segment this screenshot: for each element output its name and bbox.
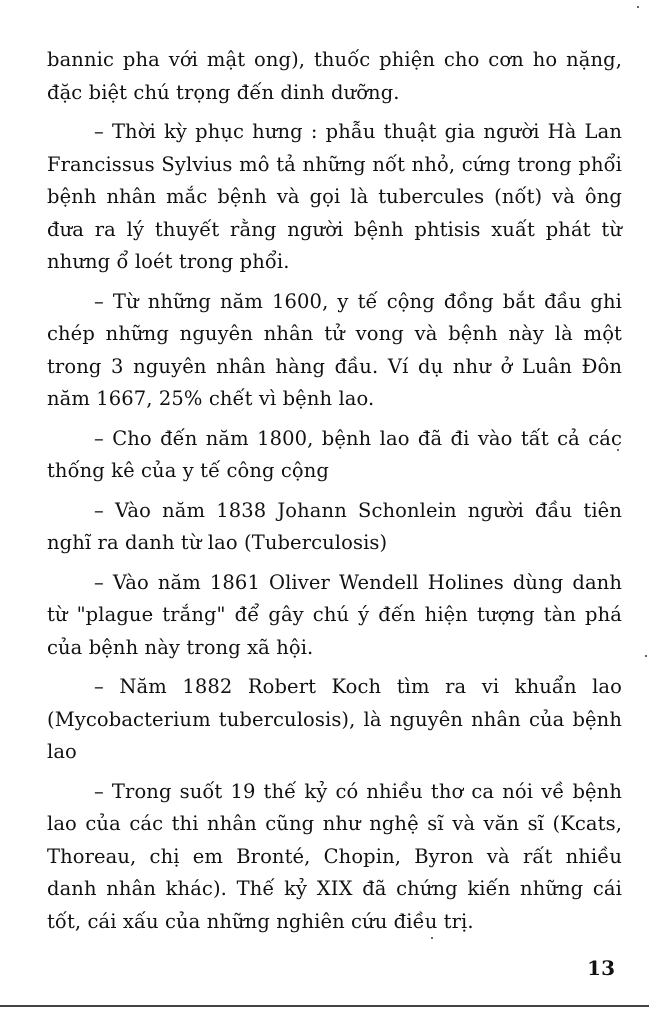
scan-speck bbox=[617, 449, 619, 451]
scan-speck bbox=[637, 6, 639, 8]
paragraph-1861: – Vào năm 1861 Oliver Wendell Holines dùng danh từ "plague trắng" để gây chú ý đến hiện tượng tàn phá của bệnh này trong xã hội. bbox=[47, 570, 622, 659]
paragraph-1600s: – Từ những năm 1600, y tế cộng đồng bắt đầu ghi chép những nguyên nhân tử vong và bệnh này là một trong 3 nguyên nhân hàng đầu. Ví dụ như ở Luân Đôn năm 1667, 25% chết vì bệnh lao. bbox=[47, 289, 622, 410]
page-number: 13 bbox=[587, 956, 615, 980]
paragraph-1838: – Vào năm 1838 Johann Schonlein người đầu tiên nghĩ ra danh từ lao (Tuberculosis) bbox=[47, 498, 622, 554]
body-text bbox=[47, 44, 622, 945]
paragraph-continuation: bannic pha với mật ong), thuốc phiện cho cơn ho nặng, đặc biệt chú trọng đến dinh dưỡng. bbox=[47, 48, 622, 104]
scan-speck bbox=[645, 655, 647, 657]
paragraph-19th-century: – Trong suốt 19 thế kỷ có nhiều thơ ca nói về bệnh lao của các thi nhân cũng như nghệ sĩ và văn sĩ (Kcats, Thoreau, chị em Bronté, Chopin, Byron và rất nhiều danh nhân khác). Thế kỷ XIX đã chứng kiến những cái tốt, cái xấu của những nghiên cứu điều trị. bbox=[47, 779, 622, 933]
bottom-border-line bbox=[0, 1005, 649, 1007]
paragraph-1800: – Cho đến năm 1800, bệnh lao đã đi vào tất cả các thống kê của y tế công cộng bbox=[47, 426, 622, 482]
paragraph-1882: – Năm 1882 Robert Koch tìm ra vi khuẩn lao (Mycobacterium tuberculosis), là nguyên nhân của bệnh lao bbox=[47, 675, 622, 763]
paragraph-renaissance: – Thời kỳ phục hưng : phẫu thuật gia người Hà Lan Francissus Sylvius mô tả những nốt nhỏ, cứng trong phổi bệnh nhân mắc bệnh và gọi là tubercules (nốt) và ông đưa ra lý thuyết rằng người bệnh phtisis xuất phát từ nhưng ổ loét trong phổi. bbox=[47, 120, 622, 273]
scan-speck bbox=[431, 937, 433, 939]
